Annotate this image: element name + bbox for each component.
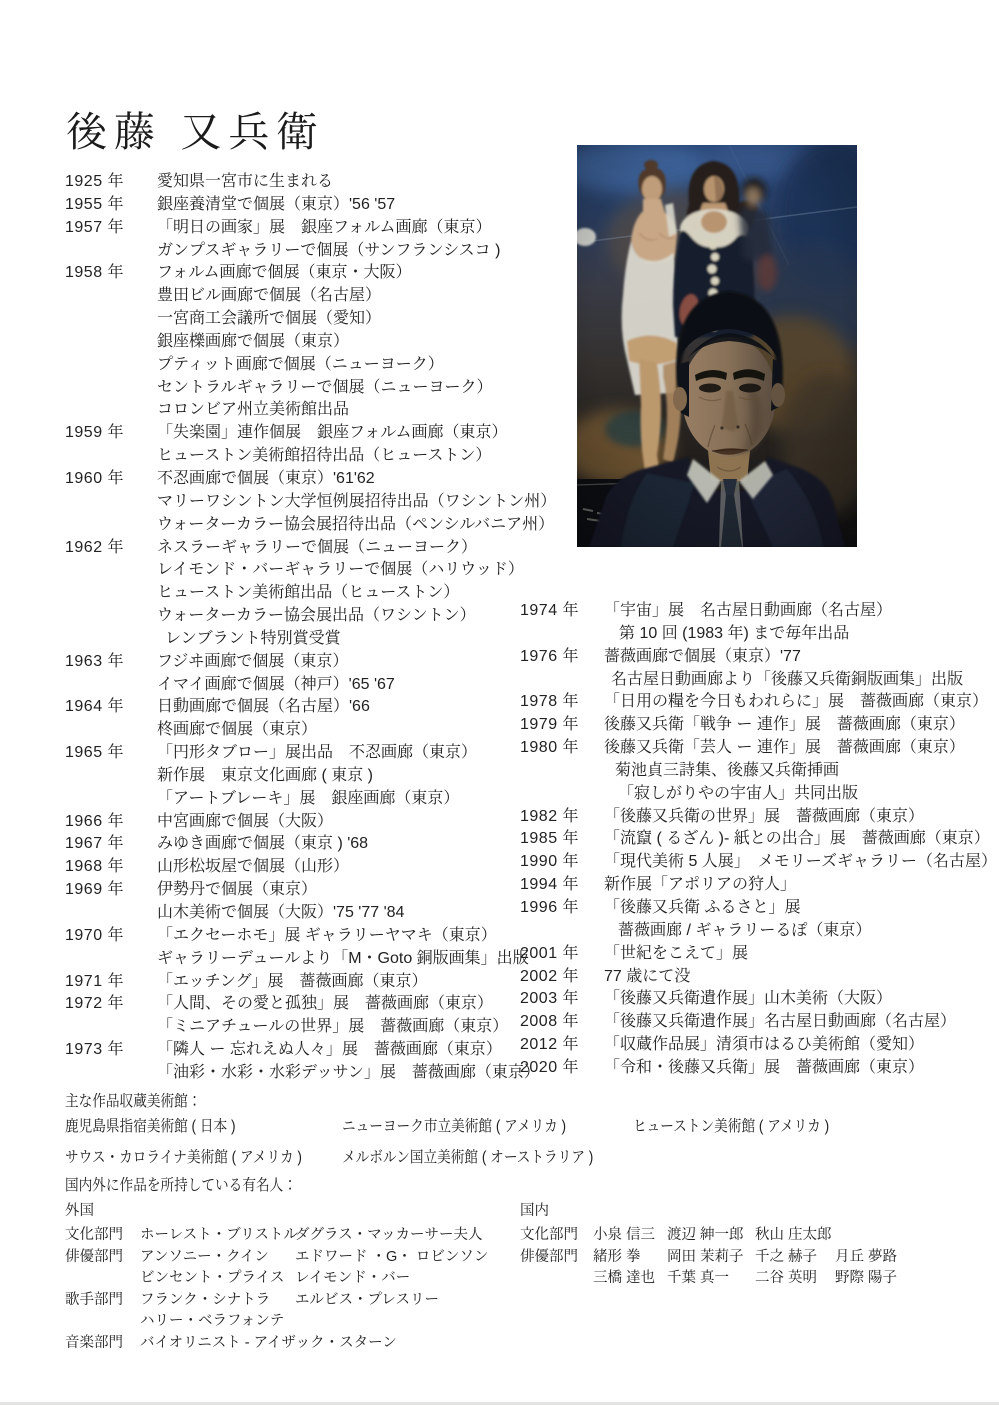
famous-row <box>65 1331 515 1353</box>
timeline-entry-text: ウォーターカラー協会展出品（ワシントン） <box>157 607 476 625</box>
timeline-entry-text: 日動画廊で個展（名古屋）'66 <box>157 698 370 716</box>
timeline-year: 1973 年 <box>65 1041 125 1059</box>
timeline-year: 1978 年 <box>520 693 580 711</box>
timeline-row <box>520 1054 990 1077</box>
timeline-entry-text: セントラルギャラリーで個展（ニューヨーク） <box>157 378 493 396</box>
timeline-year: 1963 年 <box>65 652 125 670</box>
timeline-row <box>65 1059 540 1082</box>
timeline-entry-text: 菊池貞三詩集、後藤又兵衛挿画 <box>615 761 840 779</box>
famous-name: 野際 陽子 <box>835 1270 898 1287</box>
timeline-entry-text: 「収蔵作品展」清須市はるひ美術館（愛知） <box>604 1036 925 1054</box>
timeline-entry-text: 豊田ビル画廊で個展（名古屋） <box>157 287 382 305</box>
museum-cell <box>342 1145 633 1176</box>
famous-name: 二谷 英明 <box>755 1270 818 1287</box>
timeline-row <box>65 351 535 374</box>
famous-name: 小泉 信三 <box>593 1227 656 1243</box>
timeline-entry-text: 銀座櫟画廊で個展（東京） <box>157 332 350 350</box>
famous-category <box>65 1309 140 1331</box>
famous-category <box>65 1266 140 1288</box>
timeline-row <box>65 899 535 922</box>
famous-name: レイモンド・バー <box>295 1270 411 1287</box>
timeline-row <box>520 666 990 689</box>
timeline-year: 1959 年 <box>65 424 125 442</box>
timeline-row <box>520 1031 990 1054</box>
timeline-year: 1964 年 <box>65 698 125 716</box>
timeline-entry-text: レイモンド・バーギャラリーで個展（ハリウッド） <box>157 561 524 579</box>
timeline-row <box>65 785 535 808</box>
timeline-row <box>65 534 535 557</box>
timeline-entry-text: 「エッチング」展 薔薇画廊（東京） <box>157 972 428 990</box>
timeline-entry-text: 名古屋日動画廊より「後藤又兵衛銅版画集」出版 <box>611 670 964 688</box>
famous-domestic-rows <box>520 1223 990 1288</box>
timeline-row <box>65 237 535 260</box>
famous-name: ハリー・ベラフォンテ <box>140 1313 285 1330</box>
famous-category: 歌手部門 <box>65 1291 123 1308</box>
timeline-row <box>520 1008 990 1031</box>
timeline-row <box>65 808 535 831</box>
famous-category: 俳優部門 <box>65 1248 123 1265</box>
timeline-row <box>65 1036 535 1059</box>
timeline-year: 2003 年 <box>520 990 580 1008</box>
timeline-row <box>520 848 997 871</box>
famous-category: 文化部門 <box>65 1227 123 1243</box>
famous-row <box>65 1266 515 1288</box>
timeline-row <box>520 711 990 734</box>
timeline-row <box>520 734 990 757</box>
museum-name: メルボルン国立美術館 ( オーストラリア ) <box>342 1149 594 1166</box>
museum-name: ヒューストン美術館 ( アメリカ ) <box>633 1118 830 1135</box>
timeline-entry-text: コロンビア州立美術館出品 <box>157 401 350 419</box>
timeline-entry-text: 77 歳にて没 <box>604 967 691 985</box>
timeline-entry-text: ヒューストン美術館出品（ヒューストン） <box>157 584 460 602</box>
timeline-year: 2001 年 <box>520 944 580 962</box>
timeline-entry-text: 伊勢丹で個展（東京） <box>157 881 318 899</box>
timeline-entry-text: フジヰ画廊で個展（東京） <box>157 652 349 670</box>
timeline-year: 1967 年 <box>65 835 125 853</box>
timeline-year: 1966 年 <box>65 812 125 830</box>
timeline-row <box>65 579 535 602</box>
timeline-entry-text: 山木美術で個展（大阪）'75 '77 '84 <box>157 904 405 921</box>
famous-row <box>520 1266 990 1288</box>
museum-cell <box>65 1145 342 1176</box>
timeline-entry-text: 薔薇画廊で個展（東京）'77 <box>604 647 801 665</box>
timeline-row <box>520 940 990 963</box>
timeline-row <box>65 214 535 237</box>
timeline-row <box>520 597 990 620</box>
timeline-row <box>65 488 557 511</box>
timeline-entry-text: 後藤又兵衛「芸人 ー 連作」展 薔薇画廊（東京） <box>604 739 965 757</box>
timeline-row <box>520 643 990 666</box>
timeline-entry-text: 愛知県一宮市に生まれる <box>157 173 334 190</box>
timeline-year: 1970 年 <box>65 926 125 944</box>
timeline-entry-text: みゆき画廊で個展（東京 ) '68 <box>157 835 369 853</box>
timeline-entry-text: 不忍画廊で個展（東京）'61'62 <box>157 469 375 487</box>
timeline-row <box>520 917 990 940</box>
famous-foreign-table <box>65 1199 515 1353</box>
famous-category <box>520 1266 593 1288</box>
timeline-entry-text: 「油彩・水彩・水彩デッサン」展 薔薇画廊（東京） <box>157 1063 540 1081</box>
famous-name: 岡田 茉莉子 <box>667 1248 744 1265</box>
timeline-year: 2008 年 <box>520 1013 580 1031</box>
timeline-entry-text: イマイ画廊で個展（神戸）'65 '67 <box>157 675 395 693</box>
timeline-entry-text: 「円形タブロー」展出品 不忍画廊（東京） <box>157 744 478 762</box>
museum-row <box>65 1114 985 1145</box>
famous-row <box>520 1245 990 1267</box>
museum-name: ニューヨーク市立美術館 ( アメリカ ) <box>342 1118 567 1135</box>
famous-name: 三橋 達也 <box>593 1270 656 1287</box>
timeline-row <box>520 985 990 1008</box>
famous-name: アンソニー・クイン <box>140 1248 269 1265</box>
timeline-row <box>520 688 990 711</box>
timeline-row <box>65 1013 535 1036</box>
famous-domestic-table <box>520 1199 990 1288</box>
famous-row <box>520 1223 990 1245</box>
timeline-year: 1976 年 <box>520 647 580 665</box>
timeline-year: 1974 年 <box>520 602 580 619</box>
timeline-entry-text: ヒューストン美術館招待出品（ヒューストン） <box>157 447 492 465</box>
museums-list <box>65 1114 985 1176</box>
museum-cell <box>65 1114 342 1145</box>
timeline-row <box>520 963 990 986</box>
timeline-entry-text: ネスラーギャラリーで個展（ニューヨーク） <box>157 538 478 556</box>
timeline-row <box>520 803 990 826</box>
timeline-entry-text: 「世紀をこえて」展 <box>604 944 749 962</box>
timeline-entry-text: 「寂しがりやの宇宙人」共同出版 <box>618 784 859 802</box>
timeline-year: 1971 年 <box>65 972 125 990</box>
timeline-entry-text: 山形松坂屋で個展（山形） <box>157 858 350 876</box>
timeline-entry-text: 「日用の糧を今日もわれらに」展 薔薇画廊（東京） <box>604 693 989 711</box>
museums-section-header <box>65 1089 220 1111</box>
famous-name: エドワード ・G・ ロビンソン <box>295 1248 489 1265</box>
timeline-entry-text: 「ミニアチュールの世界」展 薔薇画廊（東京） <box>157 1018 509 1036</box>
famous-name: 千之 赫子 <box>755 1248 818 1265</box>
artist-portrait-photo <box>577 145 857 547</box>
timeline-row <box>65 876 535 899</box>
timeline-row <box>65 945 535 968</box>
museums-header-text: 主な作品収蔵美術館： <box>65 1093 202 1110</box>
timeline-year: 1957 年 <box>65 218 125 236</box>
timeline-row <box>65 465 535 488</box>
timeline-row <box>65 419 535 442</box>
timeline-year: 1982 年 <box>520 807 580 825</box>
timeline-entry-text: 新作展「アポリアの狩人」 <box>604 876 797 894</box>
timeline-year: 1979 年 <box>520 716 580 734</box>
timeline-entry-text: 「後藤又兵衛遺作展」山木美術（大阪） <box>604 990 893 1008</box>
museum-name: サウス・カロライナ美術館 ( アメリカ ) <box>65 1149 302 1166</box>
famous-name: ビンセント・プライス <box>140 1270 285 1287</box>
timeline-row <box>65 853 535 876</box>
famous-row <box>65 1223 515 1245</box>
famous-name: 渡辺 紳一郎 <box>667 1227 744 1243</box>
timeline-row <box>65 396 535 419</box>
timeline-entry-text: 「宇宙」展 名古屋日動画廊（名古屋） <box>604 602 893 619</box>
famous-section-header <box>65 1173 329 1195</box>
timeline-row <box>65 191 535 214</box>
timeline-row <box>65 282 535 305</box>
timeline-year: 1990 年 <box>520 853 580 871</box>
timeline-row <box>65 922 535 945</box>
timeline-entry-text: レンブラント特別賞受賞 <box>165 629 341 647</box>
timeline-year: 2012 年 <box>520 1036 580 1054</box>
famous-name: フランク・シナトラ <box>140 1291 271 1308</box>
timeline-entry-text: 銀座養清堂で個展（東京）'56 '57 <box>157 195 396 213</box>
timeline-row <box>65 716 535 739</box>
timeline-year: 1972 年 <box>65 995 125 1013</box>
timeline-year: 1994 年 <box>520 876 580 894</box>
timeline-row <box>65 259 535 282</box>
timeline-entry-text: 「アートブレーキ」展 銀座画廊（東京） <box>157 789 460 807</box>
timeline-entry-text: 一宮商工会議所で個展（愛知） <box>157 310 382 328</box>
timeline-entry-text: 「現代美術 5 人展」 メモリーズギャラリー（名古屋） <box>604 853 997 871</box>
famous-name: 緒形 拳 <box>593 1248 641 1265</box>
timeline-row <box>520 894 990 917</box>
timeline-row <box>65 168 535 191</box>
timeline-row <box>65 328 535 351</box>
timeline-entry-text: 「令和・後藤又兵衛」展 薔薇画廊（東京） <box>604 1058 925 1076</box>
timeline-entry-text: 薔薇画廊 / ギャラリーるぽ（東京） <box>618 921 872 939</box>
timeline-entry-text: 中宮画廊で個展（大阪） <box>157 812 334 830</box>
timeline-year: 1955 年 <box>65 195 125 213</box>
timeline-entry-text: 「隣人 ー 忘れえぬ人々」展 薔薇画廊（東京） <box>157 1041 502 1059</box>
famous-name: 秋山 庄太郎 <box>755 1227 832 1243</box>
timeline-year: 2020 年 <box>520 1058 580 1076</box>
famous-header-text: 国内外に作品を所持している有名人： <box>65 1177 297 1194</box>
timeline-entry-text: マリーワシントン大学恒例展招待出品（ワシントン州） <box>157 492 557 510</box>
museum-row <box>65 1145 985 1176</box>
timeline-year: 1925 年 <box>65 173 125 190</box>
timeline-year: 1969 年 <box>65 881 125 899</box>
timeline-year: 1958 年 <box>65 264 125 282</box>
famous-foreign-title: 外国 <box>65 1203 94 1219</box>
timeline-row <box>520 620 990 643</box>
famous-name: 千葉 真一 <box>667 1270 730 1287</box>
timeline-row <box>520 757 990 780</box>
timeline-entry-text: ウォーターカラー協会展招待出品（ペンシルバニア州） <box>157 515 555 533</box>
timeline-row <box>65 556 535 579</box>
timeline-year: 1980 年 <box>520 739 580 757</box>
timeline-entry-text: ガンプスギャラリーで個展（サンフランシスコ ) <box>157 241 501 259</box>
timeline-year: 1960 年 <box>65 469 125 487</box>
famous-name: 月丘 夢路 <box>835 1248 898 1265</box>
famous-row <box>65 1288 515 1310</box>
timeline-row <box>65 990 535 1013</box>
famous-domestic-title: 国内 <box>520 1203 549 1219</box>
timeline-entry-text: ギャラリーデュールより「M・Goto 銅版画集」出版 <box>157 949 529 967</box>
timeline-row <box>520 825 990 848</box>
timeline-entry-text: 後藤又兵衛「戦争 ー 連作」展 薔薇画廊（東京） <box>604 716 965 734</box>
timeline-row <box>65 739 535 762</box>
timeline-row <box>65 968 535 991</box>
timeline-row <box>65 671 535 694</box>
timeline-column-right <box>520 597 997 1077</box>
timeline-year: 1965 年 <box>65 744 125 762</box>
timeline-entry-text: 第 10 回 (1983 年) まで毎年出品 <box>619 624 850 642</box>
famous-name: ダグラス・マッカーサー夫人 <box>295 1227 483 1243</box>
timeline-entry-text: 「明日の画家」展 銀座フォルム画廊（東京） <box>157 218 492 236</box>
famous-row <box>65 1309 515 1331</box>
timeline-entry-text: 「人間、その愛と孤独」展 薔薇画廊（東京） <box>157 995 494 1013</box>
timeline-entry-text: 柊画廊で個展（東京） <box>157 721 318 739</box>
timeline-row <box>65 511 555 534</box>
famous-name: エルビス・プレスリー <box>295 1291 439 1308</box>
timeline-year: 2002 年 <box>520 967 580 985</box>
timeline-entry-text: 「流竄 ( るざん )- 紙との出合」展 薔薇画廊（東京） <box>604 830 990 848</box>
famous-name: バイオリニスト - アイザック・スターン <box>140 1334 397 1351</box>
museum-cell <box>342 1114 633 1145</box>
timeline-row <box>65 625 535 648</box>
timeline-year: 1985 年 <box>520 830 580 848</box>
timeline-row <box>65 305 535 328</box>
timeline-entry-text: 「後藤又兵衛遺作展」名古屋日動画廊（名古屋） <box>604 1013 957 1031</box>
timeline-row <box>520 780 990 803</box>
timeline-entry-text: フォルム画廊で個展（東京・大阪） <box>157 264 412 282</box>
timeline-row <box>65 442 535 465</box>
famous-category: 文化部門 <box>520 1227 578 1243</box>
timeline-year: 1962 年 <box>65 538 125 556</box>
famous-category: 俳優部門 <box>520 1248 578 1265</box>
portrait-photo-illustration <box>577 145 857 547</box>
museum-name: 鹿児島県指宿美術館 ( 日本 ) <box>65 1118 236 1135</box>
famous-foreign-rows <box>65 1223 515 1353</box>
timeline-row <box>65 762 535 785</box>
timeline-entry-text: 「後藤又兵衛 ふるさと」展 <box>604 898 801 916</box>
famous-row <box>65 1245 515 1267</box>
timeline-entry-text: 新作展 東京文化画廊 ( 東京 ) <box>157 766 373 784</box>
famous-name: ホーレスト・ブリストル <box>140 1227 298 1243</box>
timeline-row <box>65 693 535 716</box>
timeline-row <box>65 374 535 397</box>
timeline-row <box>65 830 535 853</box>
museum-cell <box>633 1114 985 1145</box>
timeline-entry-text: 「失楽園」連作個展 銀座フォルム画廊（東京） <box>157 424 508 442</box>
timeline-year: 1968 年 <box>65 858 125 876</box>
page-title: 後藤 又兵衛 <box>66 109 325 156</box>
timeline-row <box>65 648 535 671</box>
timeline-row <box>65 602 535 625</box>
timeline-entry-text: 「後藤又兵衛の世界」展 薔薇画廊（東京） <box>604 807 925 825</box>
timeline-row <box>520 871 990 894</box>
timeline-year: 1996 年 <box>520 898 580 916</box>
timeline-entry-text: プティット画廊で個展（ニューヨーク） <box>157 355 444 373</box>
famous-category: 音楽部門 <box>65 1334 123 1351</box>
timeline-entry-text: 「エクセーホモ」展 ギャラリーヤマキ（東京） <box>157 926 497 944</box>
